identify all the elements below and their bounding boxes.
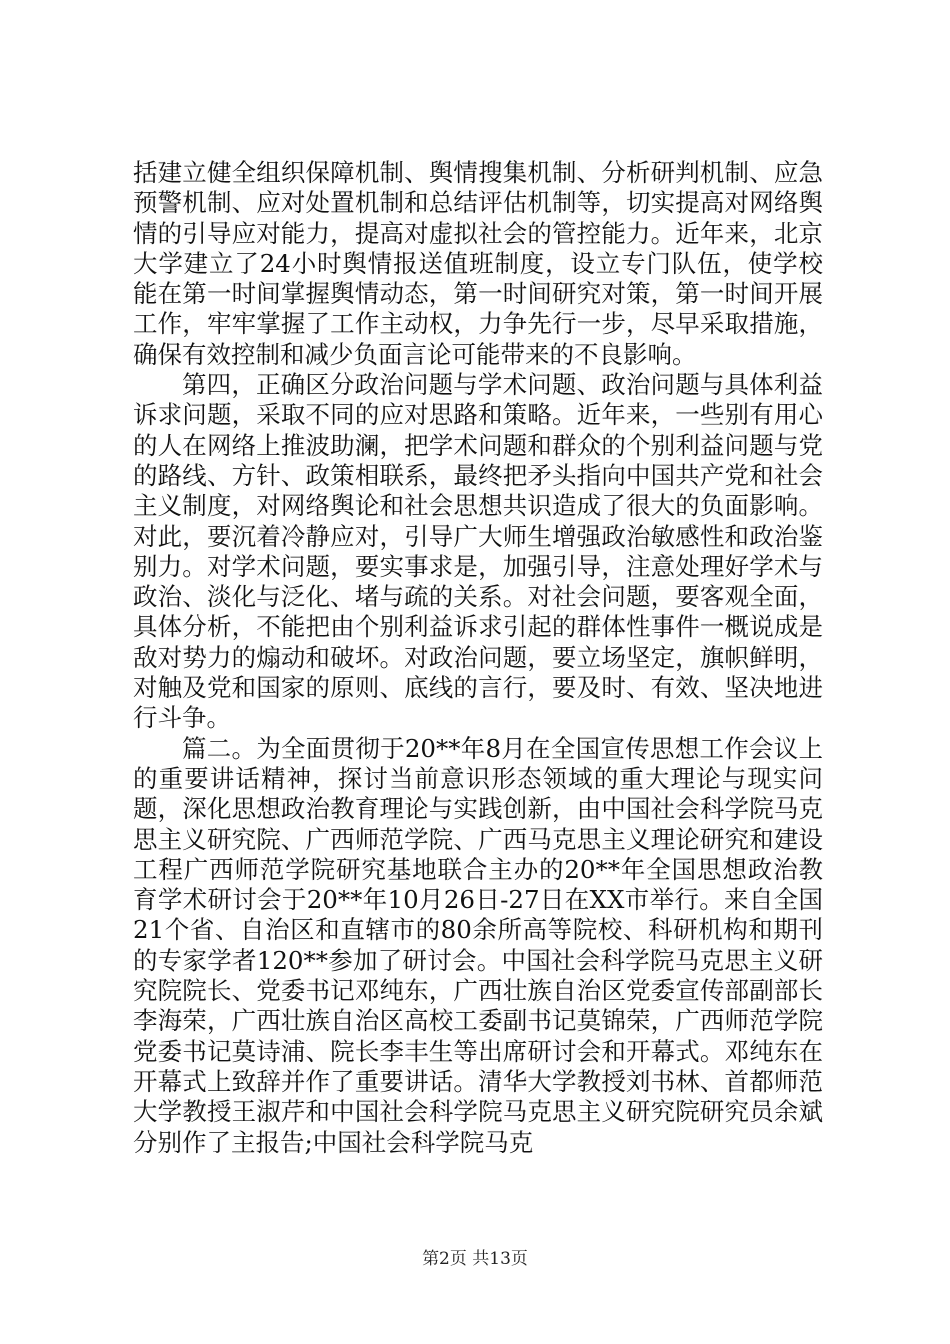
- page-footer: [0, 1244, 950, 1269]
- page-number: 第2页: [422, 1249, 467, 1269]
- paragraph-1: 括建立健全组织保障机制、舆情搜集机制、分析研判机制、应急预警机制、应对处置机制和总结评估机制等，切实提高对网络舆情的引导应对能力，提高对虚拟社会的管控能力。近年来，北京大学建立了24小时舆情报送值班制度，设立专门队伍，使学校能在第一时间掌握舆情动态，第一时间研究对策，第一时间开展工作，牢牢掌握了工作主动权，力争先行一步，尽早采取措施，确保有效控制和减少负面言论可能带来的不良影响。: [133, 158, 823, 369]
- page-total: 共13页: [472, 1249, 528, 1269]
- document-body: [133, 158, 823, 1158]
- paragraph-2: 第四，正确区分政治问题与学术问题、政治问题与具体利益诉求问题，采取不同的应对思路和策略。近年来，一些别有用心的人在网络上推波助澜，把学术问题和群众的个别利益问题与党的路线、方针、政策相联系，最终把矛头指向中国共产党和社会主义制度，对网络舆论和社会思想共识造成了很大的负面影响。对此，要沉着冷静应对，引导广大师生增强政治敏感性和政治鉴别力。对学术问题，要实事求是，加强引导，注意处理好学术与政治、淡化与泛化、堵与疏的关系。对社会问题，要客观全面，具体分析，不能把由个别利益诉求引起的群体性事件一概说成是敌对势力的煽动和破坏。对政治问题，要立场坚定，旗帜鲜明，对触及党和国家的原则、底线的言行，要及时、有效、坚决地进行斗争。: [133, 370, 823, 733]
- paragraph-3: 篇二。为全面贯彻于20**年8月在全国宣传思想工作会议上的重要讲话精神，探讨当前意识形态领域的重大理论与现实问题，深化思想政治教育理论与实践创新，由中国社会科学院马克思主义研究院、广西师范学院、广西马克思主义理论研究和建设工程广西师范学院研究基地联合主办的20**年全国思想政治教育学术研讨会于20**年10月26日-27日在XX市举行。来自全国21个省、自治区和直辖市的80余所高等院校、科研机构和期刊的专家学者120**参加了研讨会。中国社会科学院马克思主义研究院院长、党委书记邓纯东，广西壮族自治区党委宣传部副部长李海荣，广西壮族自治区高校工委副书记莫锦荣，广西师范学院党委书记莫诗浦、院长李丰生等出席研讨会和开幕式。邓纯东在开幕式上致辞并作了重要讲话。清华大学教授刘书林、首都师范大学教授王淑芹和中国社会科学院马克思主义研究院研究员余斌分别作了主报告;中国社会科学院马克: [133, 733, 823, 1157]
